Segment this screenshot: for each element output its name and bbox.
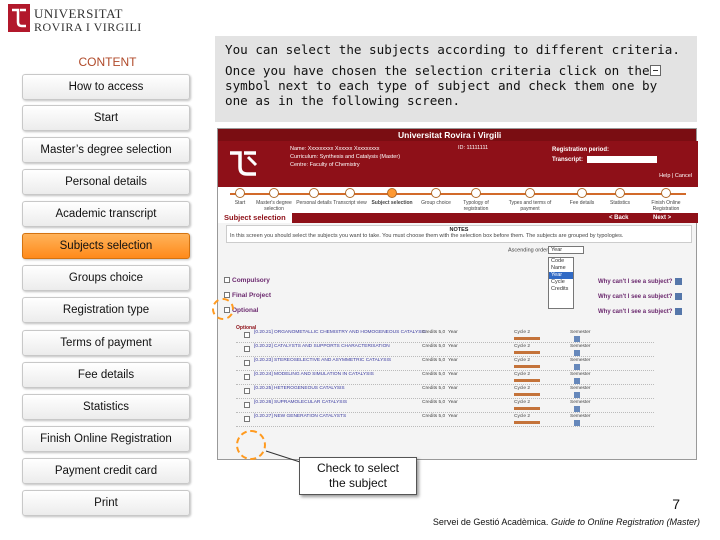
app-step-dot [577, 188, 587, 198]
footer-credit [433, 517, 700, 527]
app-step-dot [235, 188, 245, 198]
subject-cycle: Cycle 2 [514, 372, 530, 377]
subject-registration-bar [514, 337, 540, 340]
table-row [236, 343, 654, 357]
sidebar-item-payment-credit-card[interactable]: Payment credit card [22, 458, 190, 484]
app-step-dot [661, 188, 671, 198]
subject-credits: Credits 5,0 [422, 414, 446, 419]
subject-checkbox[interactable] [244, 360, 250, 366]
highlight-circle-group-toggle [212, 298, 234, 320]
subject-semester: Semester [570, 344, 591, 349]
app-transcript-label: Transcript: [552, 157, 584, 163]
app-step-dot [471, 188, 481, 198]
app-step-label: Personal details [296, 200, 332, 206]
subject-cycle: Cycle 2 [514, 330, 530, 335]
app-curriculum: Curriculum: Synthesis and Catalysis (Master) [290, 154, 401, 160]
subject-checkbox[interactable] [244, 332, 250, 338]
subject-cycle: Cycle 2 [514, 344, 530, 349]
subject-registration-bar [514, 365, 540, 368]
app-id: ID: 11111111 [458, 145, 489, 151]
app-order-option[interactable]: Year [549, 272, 573, 279]
sidebar-item-master-s-degree-selection[interactable]: Master’s degree selection [22, 137, 190, 163]
app-why-text: Why can't I see a subject? [598, 279, 673, 286]
app-group-label: Optional [232, 307, 259, 314]
subject-semester: Semester [570, 400, 591, 405]
subject-type: Year [448, 414, 458, 419]
help-icon[interactable] [675, 278, 682, 285]
app-screenshot [217, 128, 697, 460]
subject-registration-bar [514, 421, 540, 424]
app-order-select[interactable]: Year [548, 246, 584, 254]
app-group-label: Final Project [232, 292, 272, 299]
subject-credits: Credits 5,0 [422, 386, 446, 391]
sidebar-item-fee-details[interactable]: Fee details [22, 362, 190, 388]
app-notes-title: NOTES [449, 227, 469, 233]
app-list-header: Optional [236, 325, 257, 331]
app-step [598, 188, 642, 206]
sidebar-item-personal-details[interactable]: Personal details [22, 169, 190, 195]
footer-italic: Guide to Online Registration (Master) [550, 517, 700, 527]
subject-checkbox[interactable] [244, 416, 250, 422]
app-step-label: Types and terms of payment [508, 200, 552, 212]
subject-cycle: Cycle 2 [514, 414, 530, 419]
app-transcript-box [587, 156, 657, 163]
instruction-line2a: Once you have chosen the selection criteria click on the [225, 63, 650, 78]
subject-checkbox[interactable] [244, 388, 250, 394]
subject-semester: Semester [570, 330, 591, 335]
app-step [454, 188, 498, 212]
subject-checkbox[interactable] [244, 374, 250, 380]
info-icon[interactable] [574, 406, 580, 412]
app-step-dot [525, 188, 535, 198]
subject-credits: Credits 5,0 [422, 400, 446, 405]
app-name: Name: Xxxxxxxxx Xxxxxx Xxxxxxxxx [290, 146, 380, 152]
subject-name[interactable]: [0.20.22] CATALYSTS AND SUPPORTS CHARACTERISATION [254, 344, 390, 349]
app-step [370, 188, 414, 206]
app-order-option[interactable]: Credits [551, 286, 569, 292]
app-step-label: Group choice [421, 200, 451, 206]
app-section-title: Subject selection [218, 213, 292, 223]
sidebar-item-finish-online-registration[interactable]: Finish Online Registration [22, 426, 190, 452]
subject-cycle: Cycle 2 [514, 386, 530, 391]
table-row [236, 399, 654, 413]
app-step-label: Subject selection [371, 200, 413, 206]
collapse-symbol-icon [650, 65, 661, 76]
sidebar-item-start[interactable]: Start [22, 105, 190, 131]
app-section-bar [218, 213, 698, 223]
app-subject-list [236, 329, 654, 457]
sidebar-item-subjects-selection[interactable]: Subjects selection [22, 233, 190, 259]
table-row [236, 371, 654, 385]
instruction-box [215, 36, 697, 122]
subject-cycle: Cycle 2 [514, 400, 530, 405]
app-order-dropdown[interactable] [548, 257, 574, 309]
app-notes [226, 225, 692, 243]
app-step-label: Master's degree selection [256, 200, 292, 212]
subject-type: Year [448, 372, 458, 377]
app-step-label: Fee details [569, 200, 595, 206]
app-step-label: Finish Online Registration [651, 200, 681, 212]
app-header [218, 141, 698, 187]
subject-semester: Semester [570, 386, 591, 391]
subject-credits: Credits 5,0 [422, 330, 446, 335]
sidebar-item-registration-type[interactable]: Registration type [22, 297, 190, 323]
info-icon[interactable] [574, 350, 580, 356]
app-next-button[interactable]: Next > [650, 214, 690, 222]
app-step-label: Start [234, 200, 246, 206]
app-step-dot [387, 188, 397, 198]
app-steps-bar [218, 187, 698, 213]
app-why-text: Why can't I see a subject? [598, 294, 673, 301]
sidebar-item-print[interactable]: Print [22, 490, 190, 516]
info-icon[interactable] [574, 392, 580, 398]
subject-semester: Semester [570, 414, 591, 419]
page-number: 7 [672, 496, 680, 512]
sidebar-item-groups-choice[interactable]: Groups choice [22, 265, 190, 291]
subject-credits: Credits 5,0 [422, 344, 446, 349]
app-registration-info [552, 145, 657, 165]
app-registration-period: Registration period: [552, 147, 610, 153]
subject-type: Year [448, 358, 458, 363]
app-step-dot [431, 188, 441, 198]
subject-name[interactable]: [0.20.23] STEREOSELECTIVE AND ASYMMETRIC CATALYSIS [254, 358, 392, 363]
sidebar-item-academic-transcript[interactable]: Academic transcript [22, 201, 190, 227]
sidebar-item-statistics[interactable]: Statistics [22, 394, 190, 420]
app-step-dot [615, 188, 625, 198]
subject-cycle: Cycle 2 [514, 358, 530, 363]
sidebar-item-how-to-access[interactable]: How to access [22, 74, 190, 100]
app-step-label: Transcript view [333, 200, 367, 206]
subject-credits: Credits 5,0 [422, 372, 446, 377]
subject-checkbox[interactable] [244, 346, 250, 352]
app-student-info [290, 145, 400, 169]
callout-box [299, 457, 417, 495]
info-icon[interactable] [574, 378, 580, 384]
footer-plain: Servei de Gestió Acadèmica. [432, 517, 551, 527]
app-why-link[interactable] [598, 293, 682, 300]
subject-registration-bar [514, 407, 540, 410]
logo-line1: UNIVERSITAT [34, 6, 123, 21]
subject-checkbox[interactable] [244, 402, 250, 408]
app-group-compulsory[interactable] [224, 277, 270, 284]
app-why-link[interactable] [598, 278, 682, 285]
subject-type: Year [448, 344, 458, 349]
subject-type: Year [448, 330, 458, 335]
subject-credits: Credits 5,0 [422, 358, 446, 363]
expand-toggle-icon[interactable] [224, 277, 230, 283]
help-icon[interactable] [675, 308, 682, 315]
app-centre: Centre: Faculty of Chemistry [290, 162, 360, 168]
subject-registration-bar [514, 351, 540, 354]
app-order-option[interactable]: Name [551, 265, 566, 271]
help-icon[interactable] [675, 293, 682, 300]
app-ascending-label: Ascending order [508, 247, 549, 254]
callout-line1: Check to select [316, 461, 400, 475]
app-step [508, 188, 552, 212]
table-row [236, 329, 654, 343]
app-step [644, 188, 688, 212]
subject-name[interactable]: [0.20.26] SUPRAMOLECULAR CATALYSIS [254, 400, 348, 405]
app-back-button[interactable]: < Back [606, 214, 646, 222]
instruction-line2 [225, 63, 687, 108]
app-order-option[interactable]: Code [551, 258, 565, 264]
app-order-option[interactable]: Cycle [551, 279, 565, 285]
content-heading: CONTENT [78, 55, 137, 69]
subject-semester: Semester [570, 358, 591, 363]
subject-name[interactable]: [0.20.27] NEW GENERATION CATALYSTS [254, 414, 347, 419]
app-step-dot [345, 188, 355, 198]
logo-line2: ROVIRA I VIRGILI [34, 20, 142, 34]
app-step [328, 188, 372, 206]
subject-registration-bar [514, 393, 540, 396]
app-help-links[interactable]: Help | Cancel [659, 173, 692, 179]
subject-semester: Semester [570, 372, 591, 377]
subject-type: Year [448, 386, 458, 391]
app-group-final-project[interactable] [224, 292, 271, 299]
callout-line2: the subject [328, 476, 388, 490]
app-step-label: Typology of registration [463, 200, 489, 212]
app-step [414, 188, 458, 206]
table-row [236, 385, 654, 399]
urv-app-logo-icon [226, 147, 262, 179]
app-notes-text: In this screen you should select the subjects you want to take. You must choose them with the selection box before them. The subjects are grouped by typologies. [230, 233, 624, 239]
subject-type: Year [448, 400, 458, 405]
app-step [252, 188, 296, 212]
subject-name[interactable]: [0.20.24] MODELING AND SIMULATION IN CATALYSIS [254, 372, 374, 377]
instruction-line2b: symbol next to each type of subject and check them one by one as in the following screen. [225, 78, 658, 108]
info-icon[interactable] [574, 364, 580, 370]
highlight-circle-checkbox [236, 430, 266, 460]
instruction-line1: You can select the subjects according to different criteria. [225, 42, 680, 57]
app-step-dot [269, 188, 279, 198]
info-icon[interactable] [574, 336, 580, 342]
sidebar-item-terms-of-payment[interactable]: Terms of payment [22, 330, 190, 356]
urv-logo-icon [8, 4, 30, 32]
app-why-text: Why can't I see a subject? [598, 309, 673, 316]
subject-name[interactable]: [0.20.25] HETEROGENEOUS CATALYSIS [254, 386, 345, 391]
app-group-label: Compulsory [232, 277, 270, 284]
app-top-title: Universitat Rovira i Virgili [218, 129, 696, 141]
subject-registration-bar [514, 379, 540, 382]
table-row [236, 357, 654, 371]
info-icon[interactable] [574, 420, 580, 426]
app-step-label: Statistics [609, 200, 630, 206]
app-why-link[interactable] [598, 308, 682, 315]
subject-name[interactable]: [0.20.21] ORGANOMETALLIC CHEMISTRY AND HOMOGENEOUS CATALYSIS [254, 330, 426, 335]
table-row [236, 413, 654, 427]
app-step-dot [309, 188, 319, 198]
university-logo [8, 4, 168, 34]
